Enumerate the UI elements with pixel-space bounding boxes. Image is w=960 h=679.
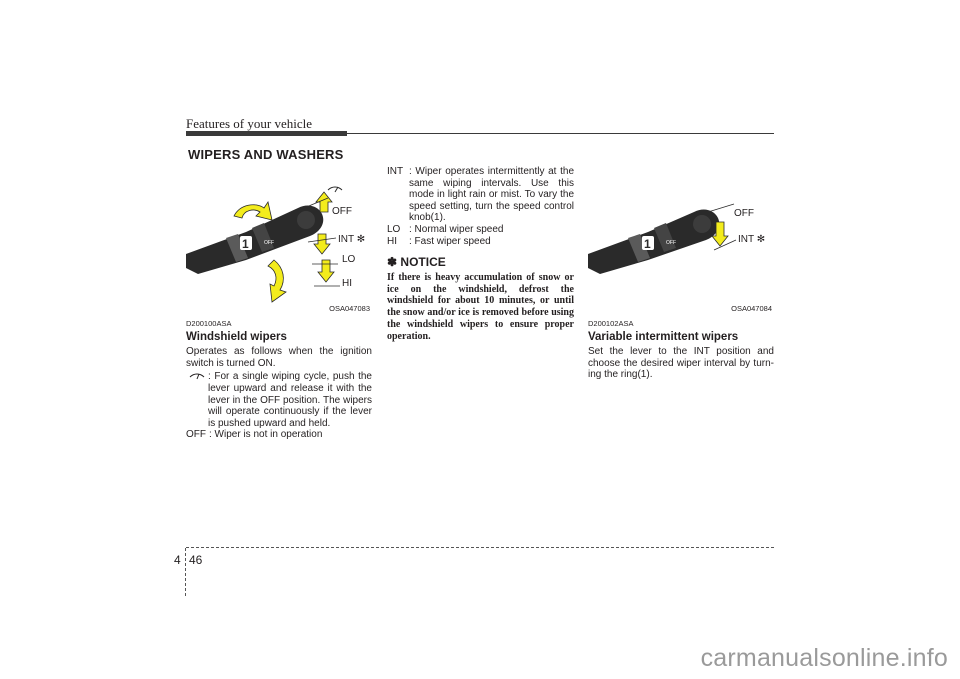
off-key: OFF [186, 429, 206, 441]
lever-end-knob [297, 211, 315, 229]
variable-wipers-body: Set the lever to the INT position and choose the desired wiper interval by turn-ing the ring(1). [588, 346, 774, 381]
intermittent-icon: ✻ [356, 234, 366, 245]
arrow-down-icon-2 [318, 260, 334, 282]
lo-key: LO [387, 223, 401, 235]
label-off: OFF [734, 208, 754, 219]
notice-title-text: NOTICE [400, 255, 446, 270]
label-int [338, 234, 365, 245]
mist-item [186, 371, 372, 429]
footer-divider [185, 548, 186, 596]
modes-section [387, 166, 574, 343]
windshield-wipers-title: Windshield wipers [186, 330, 287, 343]
lo-item [387, 224, 574, 236]
notice-body: If there is heavy accumulation of snow or ice on the windshield, defrost the windshield for about 10 minutes, or until the snow and/or ice is removed before using the windshield wipers to ensure proper operation. [387, 271, 574, 342]
int-item [387, 166, 574, 224]
variable-wipers-section [588, 318, 774, 381]
hi-description: : Fast wiper speed [409, 235, 491, 247]
int-key: INT [387, 166, 404, 177]
mist-wiper-icon [186, 371, 208, 429]
figure-code: OSA047084 [731, 304, 772, 313]
label-hi: HI [342, 278, 352, 289]
section-code: D200100ASA [186, 319, 232, 328]
lever-end-knob [693, 215, 711, 233]
label-off: OFF [332, 206, 352, 217]
footer-rule [186, 547, 774, 548]
lever-mark-off: OFF [264, 240, 274, 246]
notice-icon: ✽ [387, 255, 398, 270]
intermittent-icon: ✻ [756, 234, 766, 245]
chapter-number: 4 [174, 553, 181, 567]
windshield-intro: Operates as follows when the ignition switch is turned ON. [186, 346, 372, 369]
figure-variable-lever [588, 168, 774, 314]
lever-mark-1: 1 [242, 237, 249, 251]
label-lo: LO [342, 254, 356, 265]
hi-item [387, 236, 574, 248]
label-int [738, 234, 765, 245]
hi-key: HI [387, 235, 397, 247]
figure-code: OSA047083 [329, 304, 370, 313]
figure-wiper-lever [186, 168, 372, 314]
arrow-down-icon-1 [314, 234, 330, 254]
mist-wiper-icon [328, 187, 342, 190]
section-code: D200102ASA [588, 319, 634, 328]
lever-mark-1: 1 [644, 237, 651, 251]
header-rule-thin [347, 133, 774, 134]
windshield-wipers-section [186, 318, 372, 441]
watermark: carmanualsonline.info [700, 644, 948, 672]
rotate-arrow-down-icon [268, 260, 286, 302]
int-description: : Wiper operates intermittently at the same wiping intervals. Use this mode in light rain or mist. To vary the speed setting, turn the speed control knob(1). [409, 166, 574, 224]
notice-title [387, 257, 574, 269]
off-description: : Wiper is not in operation [209, 429, 323, 441]
section-title: WIPERS AND WASHERS [188, 147, 344, 162]
lo-description: : Normal wiper speed [409, 223, 504, 235]
off-item [186, 429, 372, 441]
variable-wipers-title: Variable intermittent wipers [588, 330, 739, 343]
label-int-text: INT [738, 234, 754, 245]
mist-description: : For a single wiping cycle, push the lever upward and release it with the lever in the OFF position. The wipers will operate continuously if the lever is pushed upward and held. [208, 371, 372, 429]
header-rule-thick [186, 131, 347, 136]
header-title: Features of your vehicle [186, 116, 312, 131]
label-int-text: INT [338, 234, 354, 245]
page-number: 46 [189, 553, 203, 567]
rotate-arrow-up-icon [234, 202, 272, 220]
lever-mark-off: OFF [666, 240, 676, 246]
